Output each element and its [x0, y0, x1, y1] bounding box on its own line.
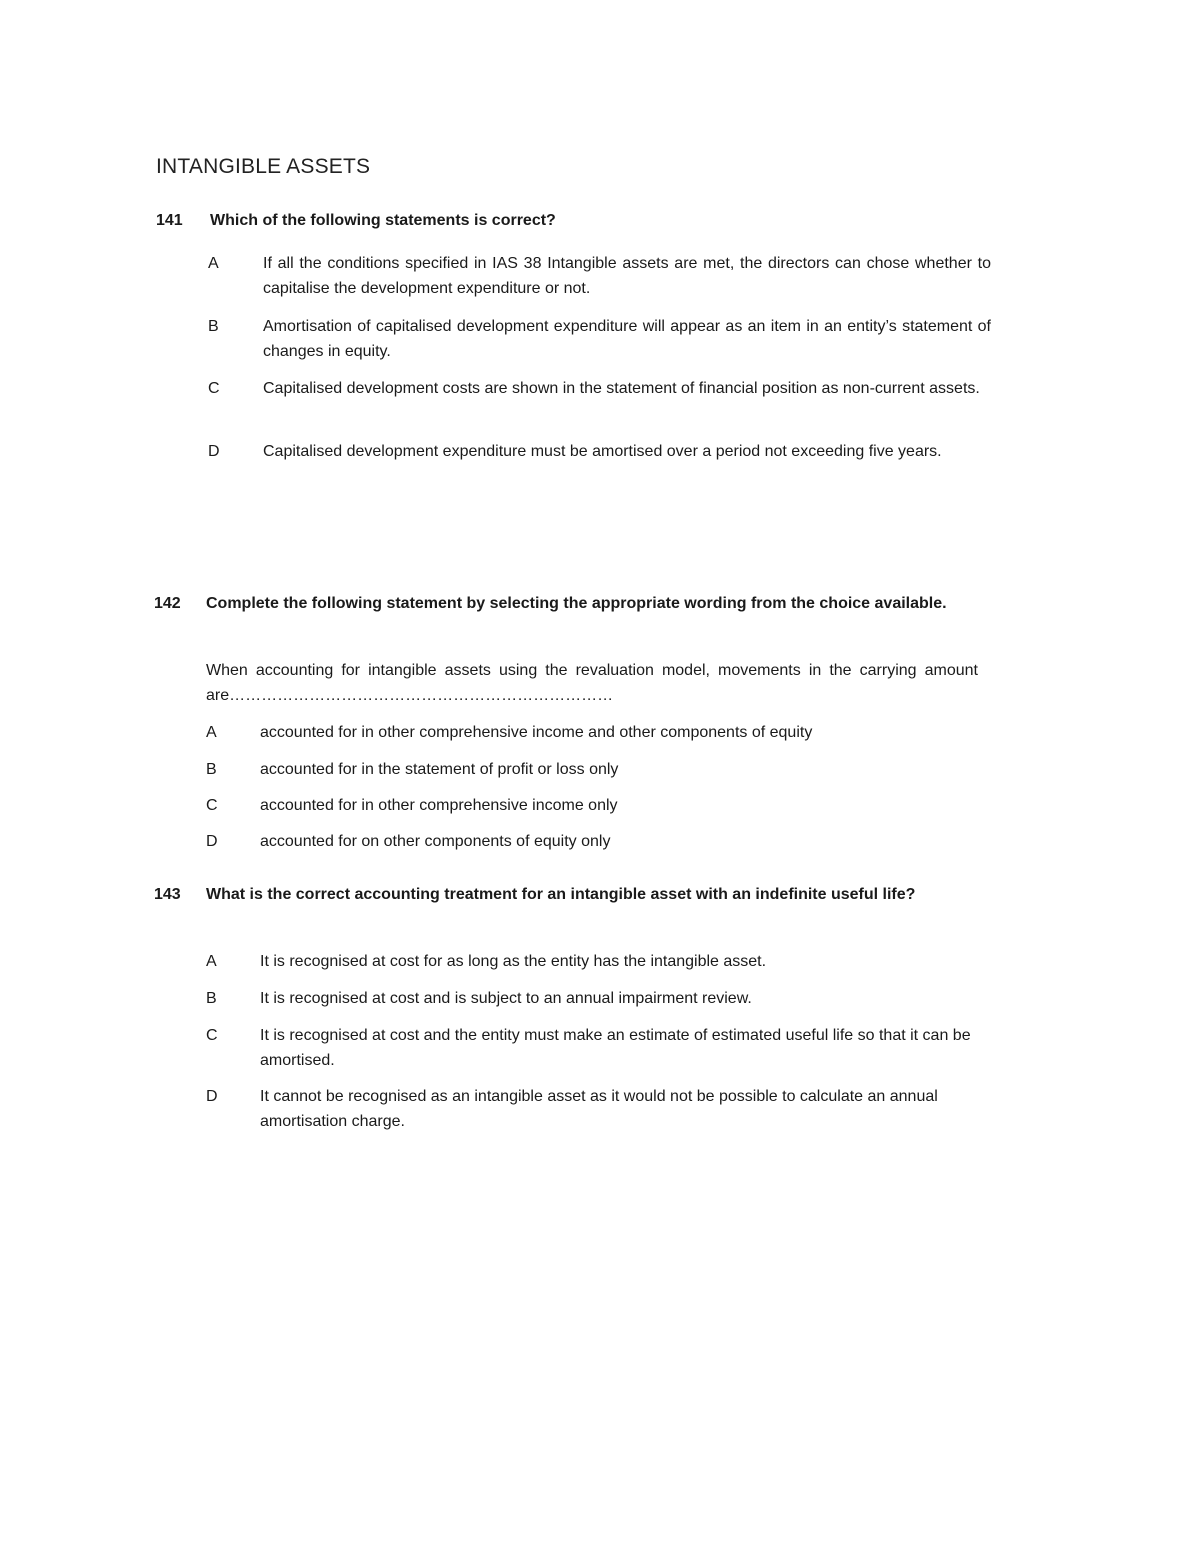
question-141-heading	[156, 208, 996, 238]
option-text: accounted for in other comprehensive income only	[260, 797, 618, 814]
option-text: If all the conditions specified in IAS 38 Intangible assets are met, the directors can chose whether to capitalise the development expenditure or not.	[263, 255, 991, 297]
option-letter: D	[206, 833, 218, 850]
question-text: What is the correct accounting treatment for an intangible asset with an indefinite useful life?	[206, 886, 916, 903]
option-letter: A	[208, 255, 219, 272]
page-title: INTANGIBLE ASSETS	[156, 155, 371, 178]
option-text: Capitalised development expenditure must be amortised over a period not exceeding five years.	[263, 443, 942, 460]
option-text: Capitalised development costs are shown in the statement of financial position as non-current assets.	[263, 380, 980, 397]
question-text: Complete the following statement by selecting the appropriate wording from the choice available.	[206, 595, 947, 612]
option-141-c	[208, 376, 992, 428]
option-text: accounted for on other components of equity only	[260, 833, 611, 850]
option-letter: C	[206, 797, 218, 814]
option-letter: B	[206, 990, 217, 1007]
option-142-d	[206, 829, 986, 857]
option-letter: C	[206, 1027, 218, 1044]
option-letter: D	[208, 443, 220, 460]
option-142-c	[206, 793, 986, 821]
option-142-a	[206, 720, 986, 748]
question-text: Which of the following statements is correct?	[210, 212, 556, 229]
option-143-a	[206, 949, 980, 977]
option-letter: B	[208, 318, 219, 335]
question-number: 142	[154, 595, 181, 612]
question-142-statement: When accounting for intangible assets using the revaluation model, movements in the carrying amount are………………………………………………………………	[206, 662, 978, 704]
option-text: It is recognised at cost and is subject to an annual impairment review.	[260, 990, 752, 1007]
option-letter: A	[206, 953, 217, 970]
option-text: Amortisation of capitalised development expenditure will appear as an item in an entity’s statement of changes in equity.	[263, 318, 991, 360]
option-143-d	[206, 1084, 980, 1136]
question-number: 141	[156, 212, 183, 229]
option-text: It is recognised at cost and the entity must make an estimate of estimated useful life so that it can be amortised.	[260, 1027, 971, 1069]
option-text: It cannot be recognised as an intangible asset as it would not be possible to calculate an annual amortisation charge.	[260, 1088, 938, 1130]
option-141-a	[208, 251, 992, 303]
option-text: It is recognised at cost for as long as the entity has the intangible asset.	[260, 953, 767, 970]
option-letter: B	[206, 761, 217, 778]
question-number: 143	[154, 886, 181, 903]
option-141-b	[208, 314, 992, 366]
option-142-b	[206, 757, 986, 785]
option-letter: C	[208, 380, 220, 397]
option-letter: D	[206, 1088, 218, 1105]
option-143-b	[206, 986, 980, 1014]
option-141-d	[208, 439, 992, 491]
option-text: accounted for in other comprehensive income and other components of equity	[260, 724, 813, 741]
question-143-heading	[154, 882, 980, 934]
question-142-heading	[154, 591, 980, 643]
option-letter: A	[206, 724, 217, 741]
option-text: accounted for in the statement of profit or loss only	[260, 761, 619, 778]
option-143-c	[206, 1023, 980, 1075]
